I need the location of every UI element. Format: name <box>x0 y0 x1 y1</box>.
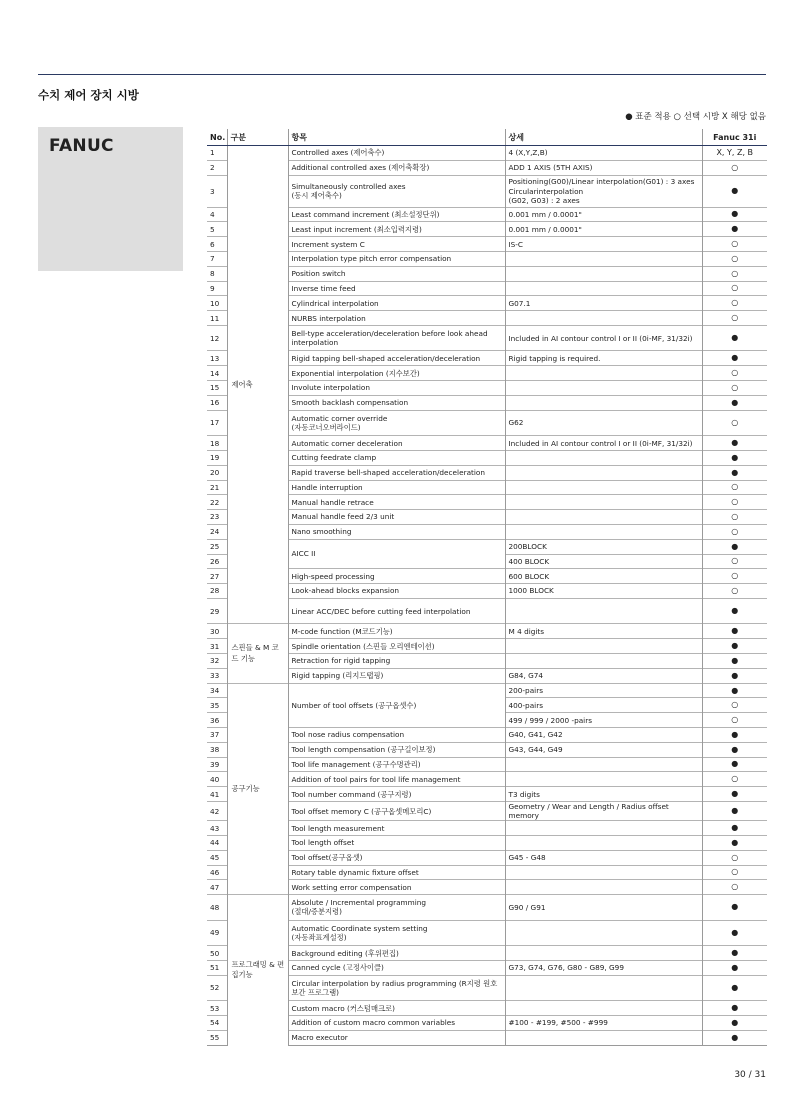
table-row <box>207 510 767 525</box>
detail-cell <box>505 757 702 772</box>
spec-mark: ● <box>702 960 767 975</box>
row-number: 11 <box>207 311 227 326</box>
row-number: 30 <box>207 624 227 639</box>
row-number: 41 <box>207 787 227 802</box>
detail-cell <box>505 266 702 281</box>
detail-cell: ADD 1 AXIS (5TH AXIS) <box>505 160 702 175</box>
spec-mark: ● <box>702 895 767 921</box>
spec-mark: ○ <box>702 296 767 311</box>
item-cell: Tool life management (공구수명관리) <box>288 757 505 772</box>
table-row <box>207 222 767 237</box>
table-row <box>207 266 767 281</box>
row-number: 5 <box>207 222 227 237</box>
row-number: 24 <box>207 524 227 539</box>
table-row <box>207 281 767 296</box>
table-row <box>207 742 767 757</box>
row-number: 27 <box>207 569 227 584</box>
item-cell: Rigid tapping bell-shaped acceleration/deceleration <box>288 351 505 366</box>
detail-cell: #100 - #199, #500 - #999 <box>505 1016 702 1031</box>
table-row <box>207 920 767 946</box>
detail-cell: M 4 digits <box>505 624 702 639</box>
row-number: 22 <box>207 495 227 510</box>
detail-cell: G45 - G48 <box>505 850 702 865</box>
spec-mark: ● <box>702 1016 767 1031</box>
table-row <box>207 757 767 772</box>
table-row <box>207 654 767 669</box>
spec-mark: ○ <box>702 698 767 713</box>
item-cell: Rapid traverse bell-shaped acceleration/deceleration <box>288 465 505 480</box>
table-row <box>207 1030 767 1045</box>
row-number: 55 <box>207 1030 227 1045</box>
table-row <box>207 395 767 410</box>
detail-cell: T3 digits <box>505 787 702 802</box>
table-row <box>207 146 767 161</box>
row-number: 29 <box>207 598 227 624</box>
spec-mark: ● <box>702 639 767 654</box>
spec-mark: ● <box>702 801 767 820</box>
spec-mark: ● <box>702 757 767 772</box>
spec-mark: ○ <box>702 281 767 296</box>
spec-mark: ● <box>702 436 767 451</box>
item-cell: Spindle orientation (스핀들 오리엔테이션) <box>288 639 505 654</box>
detail-cell: 200-pairs <box>505 683 702 698</box>
row-number: 45 <box>207 850 227 865</box>
detail-cell <box>505 281 702 296</box>
table-row <box>207 1001 767 1016</box>
spec-mark: ● <box>702 598 767 624</box>
table-row <box>207 524 767 539</box>
table-row <box>207 569 767 584</box>
table-row <box>207 381 767 396</box>
row-number: 9 <box>207 281 227 296</box>
table-row <box>207 366 767 381</box>
table-row <box>207 975 767 1001</box>
detail-cell: 499 / 999 / 2000 -pairs <box>505 713 702 728</box>
row-number: 37 <box>207 728 227 743</box>
item-cell: Bell-type acceleration/deceleration before look ahead interpolation <box>288 325 505 351</box>
spec-mark: ○ <box>702 251 767 266</box>
detail-cell <box>505 495 702 510</box>
spec-mark: ○ <box>702 366 767 381</box>
table-row <box>207 624 767 639</box>
item-cell: Tool number command (공구지령) <box>288 787 505 802</box>
detail-cell <box>505 311 702 326</box>
detail-cell: G40, G41, G42 <box>505 728 702 743</box>
row-number: 32 <box>207 654 227 669</box>
row-number: 35 <box>207 698 227 713</box>
category-cell: 제어축 <box>227 146 288 624</box>
table-row <box>207 251 767 266</box>
brand-box <box>38 127 183 271</box>
detail-cell: G43, G44, G49 <box>505 742 702 757</box>
spec-mark: ● <box>702 821 767 836</box>
item-cell: Controlled axes (제어축수) <box>288 146 505 161</box>
spec-mark: ○ <box>702 160 767 175</box>
item-cell: Exponential interpolation (지수보간) <box>288 366 505 381</box>
item-cell: Nano smoothing <box>288 524 505 539</box>
detail-cell <box>505 946 702 961</box>
table-row <box>207 450 767 465</box>
item-cell: Handle interruption <box>288 480 505 495</box>
spec-mark: ● <box>702 465 767 480</box>
page-number: 30 / 31 <box>734 1070 766 1080</box>
table-row <box>207 436 767 451</box>
table-row <box>207 850 767 865</box>
item-cell: Linear ACC/DEC before cutting feed interpolation <box>288 598 505 624</box>
row-number: 19 <box>207 450 227 465</box>
category-cell: 스핀들 & M 코드 기능 <box>227 624 288 683</box>
item-cell: Work setting error compensation <box>288 880 505 895</box>
item-cell: Canned cycle (고정사이클) <box>288 960 505 975</box>
spec-mark: X, Y, Z, B <box>702 146 767 161</box>
row-number: 39 <box>207 757 227 772</box>
spec-mark: ○ <box>702 311 767 326</box>
item-cell: Tool offset(공구옵셋) <box>288 850 505 865</box>
spec-mark: ● <box>702 975 767 1001</box>
item-cell: Tool nose radius compensation <box>288 728 505 743</box>
item-cell: Interpolation type pitch error compensation <box>288 251 505 266</box>
item-cell: Additional controlled axes (제어축확장) <box>288 160 505 175</box>
spec-mark: ● <box>702 325 767 351</box>
row-number: 31 <box>207 639 227 654</box>
detail-cell <box>505 465 702 480</box>
detail-cell: G62 <box>505 410 702 436</box>
spec-mark: ○ <box>702 381 767 396</box>
row-number: 25 <box>207 539 227 554</box>
item-cell: Automatic corner override (자동코너오버라이드) <box>288 410 505 436</box>
item-cell: Number of tool offsets (공구옵셋수) <box>288 683 505 727</box>
row-number: 12 <box>207 325 227 351</box>
row-number: 18 <box>207 436 227 451</box>
row-number: 8 <box>207 266 227 281</box>
detail-cell: 600 BLOCK <box>505 569 702 584</box>
table-row <box>207 821 767 836</box>
table-row <box>207 410 767 436</box>
detail-cell <box>505 480 702 495</box>
detail-cell: Included in AI contour control I or II (0i-MF, 31/32i) <box>505 325 702 351</box>
row-number: 28 <box>207 584 227 599</box>
category-cell: 공구기능 <box>227 683 288 895</box>
item-cell: Least input increment (최소입력지령) <box>288 222 505 237</box>
spec-mark: ● <box>702 787 767 802</box>
detail-cell <box>505 821 702 836</box>
table-row <box>207 639 767 654</box>
detail-cell <box>505 836 702 851</box>
page-title: 수치 제어 장치 시방 <box>38 88 139 102</box>
header-item: 항목 <box>288 129 505 146</box>
row-number: 49 <box>207 920 227 946</box>
row-number: 47 <box>207 880 227 895</box>
item-cell: Addition of tool pairs for tool life management <box>288 772 505 787</box>
item-cell: Tool length compensation (공구길이보정) <box>288 742 505 757</box>
row-number: 52 <box>207 975 227 1001</box>
row-number: 46 <box>207 865 227 880</box>
detail-cell <box>505 1030 702 1045</box>
item-cell: Tool offset memory C (공구옵셋메모리C) <box>288 801 505 820</box>
detail-cell <box>505 639 702 654</box>
spec-mark: ● <box>702 668 767 683</box>
table-row <box>207 668 767 683</box>
table-row <box>207 539 767 554</box>
spec-mark: ● <box>702 539 767 554</box>
item-cell: Involute interpolation <box>288 381 505 396</box>
item-cell: Cylindrical interpolation <box>288 296 505 311</box>
table-row <box>207 311 767 326</box>
spec-mark: ○ <box>702 495 767 510</box>
item-cell: Macro executor <box>288 1030 505 1045</box>
item-cell: AICC II <box>288 539 505 569</box>
spec-mark: ● <box>702 222 767 237</box>
detail-cell: 400 BLOCK <box>505 554 702 569</box>
item-cell: Custom macro (커스텀매크로) <box>288 1001 505 1016</box>
spec-mark: ○ <box>702 772 767 787</box>
table-row <box>207 480 767 495</box>
spec-table <box>207 129 767 1046</box>
table-row <box>207 836 767 851</box>
legend: ● 표준 적용 ○ 선택 시방 X 해당 없음 <box>625 112 766 122</box>
header-detail: 상세 <box>505 129 702 146</box>
item-cell: NURBS interpolation <box>288 311 505 326</box>
row-number: 36 <box>207 713 227 728</box>
spec-mark: ● <box>702 742 767 757</box>
table-row <box>207 598 767 624</box>
table-row <box>207 325 767 351</box>
row-number: 23 <box>207 510 227 525</box>
spec-mark: ● <box>702 683 767 698</box>
detail-cell: 0.001 mm / 0.0001" <box>505 222 702 237</box>
row-number: 40 <box>207 772 227 787</box>
item-cell: Smooth backlash compensation <box>288 395 505 410</box>
spec-mark: ● <box>702 351 767 366</box>
table-row <box>207 801 767 820</box>
item-cell: Automatic corner deceleration <box>288 436 505 451</box>
spec-mark: ○ <box>702 713 767 728</box>
row-number: 44 <box>207 836 227 851</box>
item-cell: Rotary table dynamic fixture offset <box>288 865 505 880</box>
spec-mark: ○ <box>702 569 767 584</box>
detail-cell: G84, G74 <box>505 668 702 683</box>
table-row <box>207 465 767 480</box>
row-number: 7 <box>207 251 227 266</box>
row-number: 14 <box>207 366 227 381</box>
table-row <box>207 865 767 880</box>
row-number: 48 <box>207 895 227 921</box>
detail-cell: G73, G74, G76, G80 - G89, G99 <box>505 960 702 975</box>
detail-cell: 200BLOCK <box>505 539 702 554</box>
item-cell: Least command increment (최소설정단위) <box>288 207 505 222</box>
table-row <box>207 160 767 175</box>
table-row <box>207 960 767 975</box>
table-row <box>207 237 767 252</box>
item-cell: Background editing (후위편집) <box>288 946 505 961</box>
table-row <box>207 175 767 207</box>
row-number: 53 <box>207 1001 227 1016</box>
table-row <box>207 495 767 510</box>
row-number: 21 <box>207 480 227 495</box>
detail-cell <box>505 772 702 787</box>
item-cell: Simultaneously controlled axes (동시 제어축수) <box>288 175 505 207</box>
detail-cell <box>505 598 702 624</box>
spec-mark: ○ <box>702 524 767 539</box>
spec-mark: ● <box>702 920 767 946</box>
header-category: 구분 <box>227 129 288 146</box>
item-cell: Absolute / Incremental programming (절대/증분지령) <box>288 895 505 921</box>
header-model: Fanuc 31i <box>702 129 767 146</box>
spec-mark: ○ <box>702 237 767 252</box>
spec-mark: ○ <box>702 584 767 599</box>
detail-cell: 1000 BLOCK <box>505 584 702 599</box>
spec-mark: ● <box>702 836 767 851</box>
row-number: 20 <box>207 465 227 480</box>
detail-cell: G90 / G91 <box>505 895 702 921</box>
detail-cell <box>505 975 702 1001</box>
item-cell: Position switch <box>288 266 505 281</box>
detail-cell: Rigid tapping is required. <box>505 351 702 366</box>
table-row <box>207 787 767 802</box>
spec-mark: ○ <box>702 266 767 281</box>
detail-cell: 0.001 mm / 0.0001" <box>505 207 702 222</box>
spec-mark: ● <box>702 654 767 669</box>
detail-cell: Positioning(G00)/Linear interpolation(G01) : 3 axes Circularinterpolation (G02, G03) : 2 axes <box>505 175 702 207</box>
row-number: 38 <box>207 742 227 757</box>
row-number: 43 <box>207 821 227 836</box>
spec-mark: ○ <box>702 480 767 495</box>
table-row <box>207 895 767 921</box>
table-header-row <box>207 129 767 146</box>
spec-mark: ● <box>702 450 767 465</box>
spec-mark: ● <box>702 207 767 222</box>
detail-cell: G07.1 <box>505 296 702 311</box>
header-rule <box>38 74 766 75</box>
table-row <box>207 296 767 311</box>
detail-cell <box>505 510 702 525</box>
spec-mark: ○ <box>702 554 767 569</box>
row-number: 4 <box>207 207 227 222</box>
detail-cell: 400-pairs <box>505 698 702 713</box>
spec-mark: ● <box>702 624 767 639</box>
spec-mark: ○ <box>702 410 767 436</box>
row-number: 51 <box>207 960 227 975</box>
detail-cell <box>505 880 702 895</box>
table-row <box>207 683 767 698</box>
brand-name: FANUC <box>49 136 114 156</box>
detail-cell <box>505 654 702 669</box>
item-cell: Manual handle feed 2/3 unit <box>288 510 505 525</box>
row-number: 17 <box>207 410 227 436</box>
item-cell: Increment system C <box>288 237 505 252</box>
detail-cell: Included in AI contour control I or II (0i-MF, 31/32i) <box>505 436 702 451</box>
category-cell: 프로그래밍 & 편집기능 <box>227 895 288 1045</box>
row-number: 54 <box>207 1016 227 1031</box>
detail-cell <box>505 381 702 396</box>
item-cell: Circular interpolation by radius programming (R지령 원호보간 프로그램) <box>288 975 505 1001</box>
row-number: 16 <box>207 395 227 410</box>
table-row <box>207 946 767 961</box>
detail-cell: 4 (X,Y,Z,B) <box>505 146 702 161</box>
spec-mark: ○ <box>702 865 767 880</box>
spec-mark: ○ <box>702 880 767 895</box>
row-number: 1 <box>207 146 227 161</box>
spec-mark: ● <box>702 395 767 410</box>
item-cell: Tool length measurement <box>288 821 505 836</box>
detail-cell <box>505 366 702 381</box>
item-cell: Manual handle retrace <box>288 495 505 510</box>
item-cell: Inverse time feed <box>288 281 505 296</box>
detail-cell <box>505 395 702 410</box>
item-cell: M-code function (M코드기능) <box>288 624 505 639</box>
detail-cell <box>505 1001 702 1016</box>
detail-cell <box>505 524 702 539</box>
spec-mark: ○ <box>702 850 767 865</box>
row-number: 15 <box>207 381 227 396</box>
table-row <box>207 728 767 743</box>
row-number: 13 <box>207 351 227 366</box>
item-cell: Addition of custom macro common variables <box>288 1016 505 1031</box>
row-number: 3 <box>207 175 227 207</box>
table-row <box>207 207 767 222</box>
spec-mark: ● <box>702 1001 767 1016</box>
detail-cell <box>505 251 702 266</box>
detail-cell <box>505 920 702 946</box>
item-cell: Rigid tapping (리지드탭핑) <box>288 668 505 683</box>
item-cell: Cutting feedrate clamp <box>288 450 505 465</box>
detail-cell: Geometry / Wear and Length / Radius offset memory <box>505 801 702 820</box>
table-row <box>207 880 767 895</box>
spec-mark: ● <box>702 1030 767 1045</box>
table-row <box>207 1016 767 1031</box>
item-cell: Retraction for rigid tapping <box>288 654 505 669</box>
row-number: 42 <box>207 801 227 820</box>
spec-mark: ● <box>702 946 767 961</box>
item-cell: Tool length offset <box>288 836 505 851</box>
item-cell: Look-ahead blocks expansion <box>288 584 505 599</box>
table-row <box>207 351 767 366</box>
row-number: 26 <box>207 554 227 569</box>
row-number: 34 <box>207 683 227 698</box>
spec-mark: ● <box>702 728 767 743</box>
row-number: 33 <box>207 668 227 683</box>
row-number: 10 <box>207 296 227 311</box>
row-number: 6 <box>207 237 227 252</box>
row-number: 50 <box>207 946 227 961</box>
spec-mark: ○ <box>702 510 767 525</box>
row-number: 2 <box>207 160 227 175</box>
spec-mark: ● <box>702 175 767 207</box>
header-no: No. <box>207 129 227 146</box>
detail-cell <box>505 450 702 465</box>
detail-cell: IS-C <box>505 237 702 252</box>
table-row <box>207 584 767 599</box>
detail-cell <box>505 865 702 880</box>
item-cell: High-speed processing <box>288 569 505 584</box>
item-cell: Automatic Coordinate system setting (자동좌표계설정) <box>288 920 505 946</box>
table-row <box>207 772 767 787</box>
